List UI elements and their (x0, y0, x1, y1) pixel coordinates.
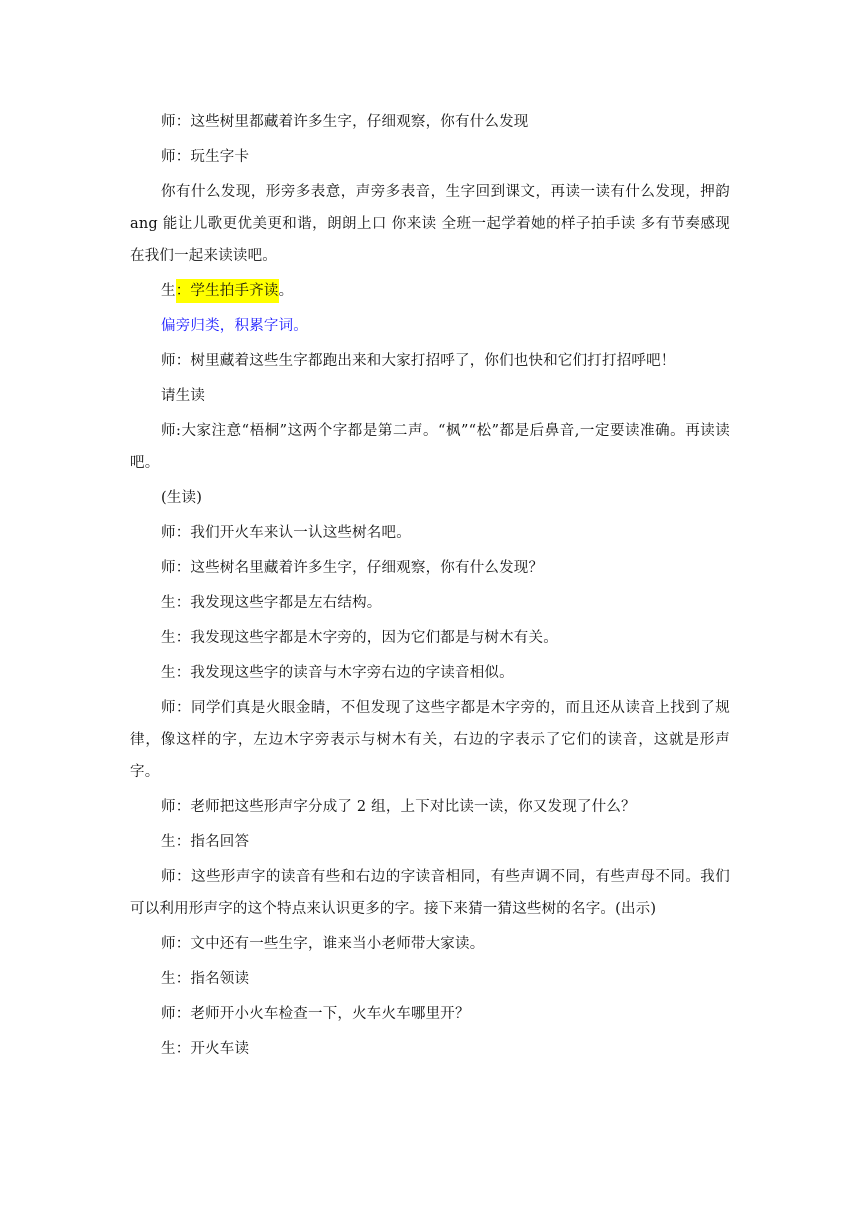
paragraph-3: 你有什么发现，形旁多表意，声旁多表音，生字回到课文，再读一读有什么发现，押韵ang 能让儿歌更优美更和谐，朗朗上口 你来读 全班一起学着她的样子拍手读 多有节奏感现在我们一起来读读吧。 (130, 184, 730, 264)
paragraph-8: 师:大家注意“梧桐”这两个字都是第二声。“枫”“松”都是后鼻音,一定要读准确。再读读吧。 (130, 423, 730, 471)
paragraph-18: 师：这些形声字的读音有些和右边的字读音相同，有些声调不同，有些声母不同。我们可以利用形声字的这个特点来认识更多的字。接下来猜一猜这些树的名字。(出示) (130, 869, 730, 917)
paragraph-19: 师：文中还有一些生字，谁来当小老师带大家读。 (161, 936, 485, 952)
document-body (130, 106, 730, 1068)
paragraph-7: 请生读 (161, 388, 206, 404)
paragraph-15: 师：同学们真是火眼金睛，不但发现了这些字都是木字旁的，而且还从读音上找到了规律，像这样的字，左边木字旁表示与树木有关，右边的字表示了它们的读音，这就是形声字。 (130, 700, 730, 780)
paragraph-4 (130, 275, 730, 307)
paragraph-4-suffix: 。 (278, 283, 294, 299)
paragraph-17: 生：指名回答 (161, 834, 250, 850)
highlighted-text: ：学生拍手齐读 (176, 279, 279, 303)
speaker-prefix: 生 (161, 283, 176, 299)
section-note-blue: 偏旁归类，积累字词。 (161, 318, 308, 334)
paragraph-16: 师：老师把这些形声字分成了 2 组，上下对比读一读，你又发现了什么？ (161, 799, 636, 815)
paragraph-9: (生读) (161, 490, 203, 506)
paragraph-10: 师：我们开火车来认一认这些树名吧。 (161, 525, 411, 541)
paragraph-11: 师：这些树名里藏着许多生字，仔细观察，你有什么发现？ (161, 560, 544, 576)
paragraph-20: 生：指名领读 (161, 971, 250, 987)
paragraph-1: 师：这些树里都藏着许多生字，仔细观察，你有什么发现 (161, 114, 529, 130)
paragraph-13: 生：我发现这些字都是木字旁的，因为它们都是与树木有关。 (161, 630, 558, 646)
paragraph-6: 师：树里藏着这些生字都跑出来和大家打招呼了，你们也快和它们打打招呼吧！ (161, 353, 676, 369)
paragraph-12: 生：我发现这些字都是左右结构。 (161, 595, 382, 611)
paragraph-14: 生：我发现这些字的读音与木字旁右边的字读音相似。 (161, 665, 514, 681)
paragraph-21: 师：老师开小火车检查一下，火车火车哪里开？ (161, 1006, 470, 1022)
paragraph-22: 生：开火车读 (161, 1041, 250, 1057)
paragraph-2: 师：玩生字卡 (161, 149, 250, 165)
